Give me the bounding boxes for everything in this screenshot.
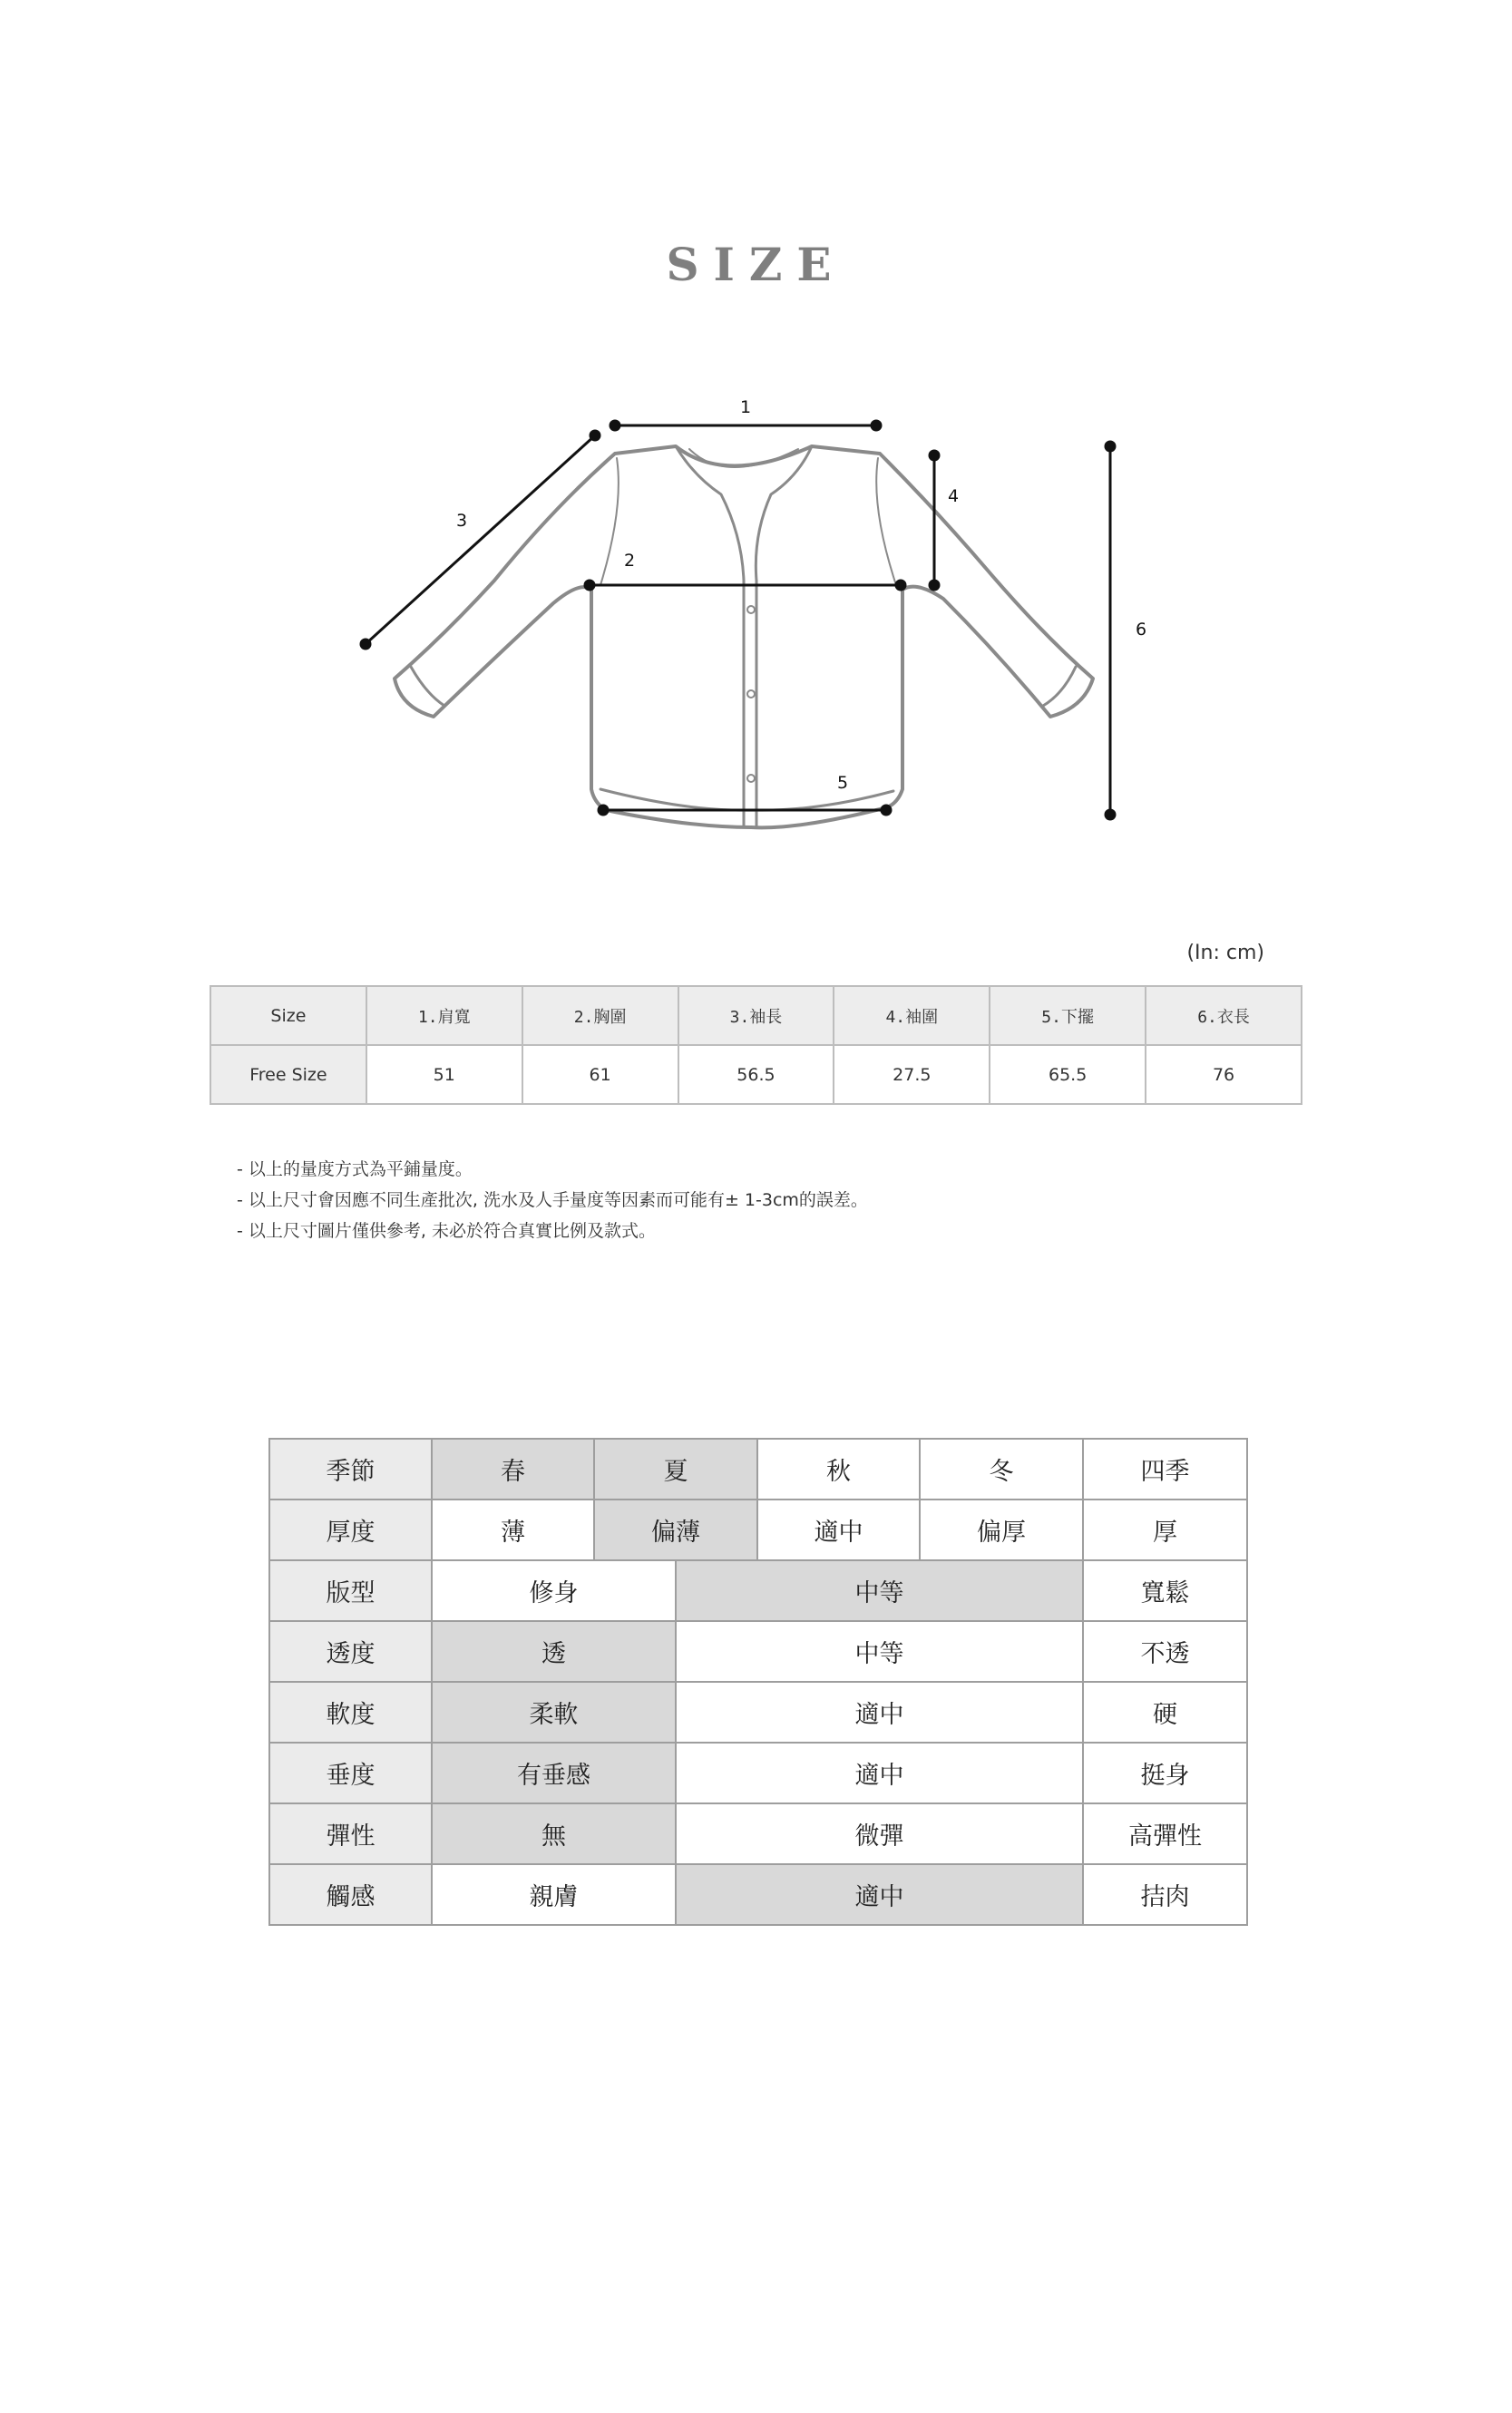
row-thickness (269, 1500, 1247, 1560)
fit-option: 中等 (676, 1560, 1083, 1621)
elasticity-label: 彈性 (269, 1803, 432, 1864)
elasticity-option: 高彈性 (1083, 1803, 1247, 1864)
size-value-cell: 76 (1146, 1045, 1302, 1104)
dim-label-3: 3 (455, 511, 468, 531)
row-transparency (269, 1621, 1247, 1682)
row-drape (269, 1743, 1247, 1803)
season-option: 四季 (1083, 1439, 1247, 1500)
size-table-row (210, 1045, 1302, 1104)
note-line: - 以上尺寸會因應不同生產批次, 洗水及人手量度等因素而可能有± 1-3cm的誤差。 (237, 1190, 868, 1210)
note-line: - 以上尺寸圖片僅供參考, 未必於符合真實比例及款式。 (237, 1221, 656, 1241)
size-header-cell: 1.肩寬 (366, 986, 522, 1045)
softness-label: 軟度 (269, 1682, 432, 1743)
size-header-cell: 5.下擺 (990, 986, 1146, 1045)
season-option: 秋 (757, 1439, 920, 1500)
size-header-cell: 3.袖長 (678, 986, 834, 1045)
fit-option: 修身 (432, 1560, 676, 1621)
dim-label-2: 2 (623, 551, 636, 571)
size-row-label: Free Size (210, 1045, 366, 1104)
size-table-header (210, 986, 1302, 1045)
thickness-option: 適中 (757, 1500, 920, 1560)
measurement-notes (237, 1154, 868, 1246)
drape-option: 有垂感 (432, 1743, 676, 1803)
size-header-cell: Size (210, 986, 366, 1045)
note-line: - 以上的量度方式為平鋪量度。 (237, 1159, 473, 1179)
row-fit (269, 1560, 1247, 1621)
thickness-label: 厚度 (269, 1500, 432, 1560)
dim-label-5: 5 (836, 773, 849, 793)
drape-option: 挺身 (1083, 1743, 1247, 1803)
size-value-cell: 27.5 (834, 1045, 990, 1104)
softness-option: 適中 (676, 1682, 1083, 1743)
size-header-cell: 4.袖圍 (834, 986, 990, 1045)
transparency-option: 中等 (676, 1621, 1083, 1682)
size-value-cell: 65.5 (990, 1045, 1146, 1104)
thickness-option: 偏厚 (920, 1500, 1083, 1560)
size-value-cell: 51 (366, 1045, 522, 1104)
thickness-option: 偏薄 (594, 1500, 757, 1560)
cardigan-diagram (0, 390, 1512, 862)
page-title: SIZE (666, 238, 846, 291)
elasticity-option: 無 (432, 1803, 676, 1864)
drape-option: 適中 (676, 1743, 1083, 1803)
size-value-cell: 61 (522, 1045, 678, 1104)
size-header-cell: 2.胸圍 (522, 986, 678, 1045)
button-1 (747, 606, 755, 613)
season-option: 冬 (920, 1439, 1083, 1500)
transparency-option: 透 (432, 1621, 676, 1682)
drape-label: 垂度 (269, 1743, 432, 1803)
fit-label: 版型 (269, 1560, 432, 1621)
softness-option: 柔軟 (432, 1682, 676, 1743)
dim-label-4: 4 (947, 486, 960, 506)
transparency-label: 透度 (269, 1621, 432, 1682)
dim-label-6: 6 (1135, 620, 1147, 640)
row-elasticity (269, 1803, 1247, 1864)
thickness-option: 薄 (432, 1500, 594, 1560)
row-season (269, 1439, 1247, 1500)
unit-label: (In: cm) (1186, 942, 1264, 964)
row-touch (269, 1864, 1247, 1925)
fit-option: 寬鬆 (1083, 1560, 1247, 1621)
touch-option: 親膚 (432, 1864, 676, 1925)
touch-label: 觸感 (269, 1864, 432, 1925)
button-2 (747, 690, 755, 698)
size-table (210, 985, 1302, 1105)
button-3 (747, 775, 755, 782)
thickness-option: 厚 (1083, 1500, 1247, 1560)
transparency-option: 不透 (1083, 1621, 1247, 1682)
elasticity-option: 微彈 (676, 1803, 1083, 1864)
touch-option: 適中 (676, 1864, 1083, 1925)
size-header-cell: 6.衣長 (1146, 986, 1302, 1045)
row-softness (269, 1682, 1247, 1743)
size-value-cell: 56.5 (678, 1045, 834, 1104)
season-option: 春 (432, 1439, 594, 1500)
season-option: 夏 (594, 1439, 757, 1500)
fabric-table (268, 1438, 1248, 1926)
dim-label-1: 1 (739, 397, 752, 417)
season-label: 季節 (269, 1439, 432, 1500)
softness-option: 硬 (1083, 1682, 1247, 1743)
touch-option: 拮肉 (1083, 1864, 1247, 1925)
